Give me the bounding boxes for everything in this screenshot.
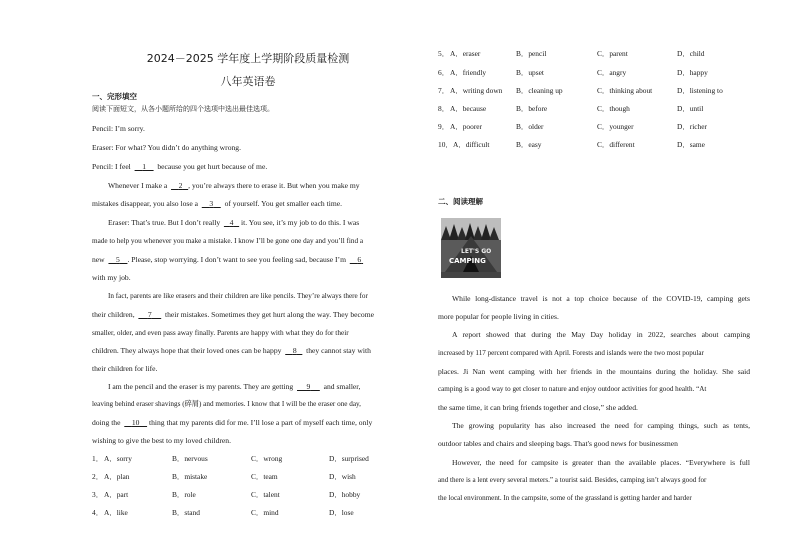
option-num: 7．	[438, 86, 450, 95]
blank-8[interactable]: 8	[292, 346, 297, 355]
blank-1[interactable]: 1	[142, 162, 146, 171]
blank-7[interactable]: 7	[147, 310, 152, 319]
option-c[interactable]: C．different	[597, 140, 635, 149]
option-num: 6．	[438, 68, 450, 77]
option-num: 4．	[92, 508, 104, 517]
blank-5[interactable]: 5	[116, 255, 120, 264]
reading-line: the local environment. In the campsite, some of the grassland is getting harder and harder	[438, 494, 692, 502]
option-d[interactable]: D．hobby	[329, 490, 361, 499]
option-c[interactable]: C．younger	[597, 122, 634, 131]
passage-line: their children for life.	[92, 364, 158, 373]
passage-text: children. They always hope that their loved ones can be happy	[92, 346, 282, 355]
passage-line	[92, 346, 371, 355]
option-c[interactable]: C．team	[251, 472, 278, 481]
option-d[interactable]: D．same	[677, 140, 705, 149]
passage-text: of yourself. You get smaller each time.	[224, 199, 343, 208]
option-num: 1．	[92, 454, 104, 463]
reading-line: outdoor tables and chairs and sleeping bags. That's good news for businessmen	[438, 439, 678, 448]
option-a[interactable]: A．because	[450, 104, 487, 113]
option-num: 5．	[438, 49, 450, 58]
blank-6[interactable]: 6	[357, 255, 362, 264]
passage-text: mistakes disappear, you also lose a	[92, 199, 198, 208]
reading-line: places. Ji Nan went camping with her friends in the mountains during the holiday. She said	[438, 367, 750, 376]
passage-line	[92, 255, 363, 264]
reading-line: more popular for people living in cities.	[438, 312, 559, 321]
option-d[interactable]: D．surprised	[329, 454, 369, 463]
passage-line	[92, 162, 267, 171]
passage-text: it. You see, it’s my job to do this. I was	[241, 218, 360, 227]
reading-line: A report showed that during the May Day holiday in 2022, searches about camping	[452, 330, 750, 339]
passage-line: Pencil: I’m sorry.	[92, 124, 145, 133]
passage-line	[108, 218, 359, 227]
option-a[interactable]: A．writing down	[450, 86, 503, 95]
image-caption-line-2: CAMPING	[449, 257, 486, 265]
option-d[interactable]: D．lose	[329, 508, 354, 517]
passage-text: their mistakes. Sometimes they get hurt along the way. They become	[164, 310, 374, 319]
option-d[interactable]: D．until	[677, 104, 704, 113]
passage-text: Eraser: That’s true. But I don’t really	[108, 218, 221, 227]
option-a[interactable]: A．difficult	[453, 140, 490, 149]
option-a[interactable]: A．like	[104, 508, 128, 517]
passage-line: wishing to give the best to my loved children.	[92, 436, 231, 445]
passage-line	[92, 310, 374, 319]
blank-3[interactable]: 3	[209, 199, 214, 208]
option-b[interactable]: B．upset	[516, 68, 544, 77]
section-heading-cloze: 一、完形填空	[92, 92, 137, 101]
option-a[interactable]: A．sorry	[104, 454, 132, 463]
option-c[interactable]: C．wrong	[251, 454, 283, 463]
passage-text: and smaller,	[323, 382, 361, 391]
option-b[interactable]: B．before	[516, 104, 548, 113]
passage-text: their children,	[92, 310, 135, 319]
option-d[interactable]: D．wish	[329, 472, 356, 481]
option-num: 3．	[92, 490, 104, 499]
option-d[interactable]: D．child	[677, 49, 705, 58]
passage-line: Eraser: For what? You didn’t do anything wrong.	[92, 143, 241, 152]
blank-9[interactable]: 9	[306, 382, 311, 391]
option-b[interactable]: B．stand	[172, 508, 200, 517]
passage-line: smaller, older, and even pass away finally. Parents are happy with what they do for their	[92, 328, 349, 337]
option-b[interactable]: B．nervous	[172, 454, 208, 463]
passage-line: with my job.	[92, 273, 131, 282]
option-b[interactable]: B．mistake	[172, 472, 208, 481]
reading-line: increased by 117 percent compared with April. Forests and islands were the two most popular	[438, 349, 704, 357]
passage-text: , you’re always there to erase it. But when you make my	[188, 181, 360, 190]
instruction-text: 阅读下面短文，从各小题所给的四个选项中选出最佳选项。	[92, 105, 274, 113]
passage-line: leaving behind eraser shavings (碎屑) and memories. I know that I will be the eraser one day,	[92, 400, 361, 408]
option-b[interactable]: B．easy	[516, 140, 542, 149]
option-a[interactable]: A．friendly	[450, 68, 487, 77]
option-c[interactable]: C．parent	[597, 49, 628, 58]
option-c[interactable]: C．angry	[597, 68, 627, 77]
exam-subtitle: 八年英语卷	[220, 75, 276, 88]
reading-line: While long-distance travel is not a top choice because of the COVID-19, camping gets	[452, 294, 750, 303]
option-c[interactable]: C．mind	[251, 508, 279, 517]
passage-text: I am the pencil and the eraser is my parents. They are getting	[108, 382, 294, 391]
option-a[interactable]: A．plan	[104, 472, 130, 481]
option-c[interactable]: C．thinking about	[597, 86, 653, 95]
option-num: 8．	[438, 104, 450, 113]
passage-line	[108, 181, 360, 190]
option-d[interactable]: D．listening to	[677, 86, 723, 95]
option-b[interactable]: B．pencil	[516, 49, 547, 58]
passage-text: Pencil: I feel	[92, 162, 131, 171]
section-heading-reading: 二、阅读理解	[438, 197, 483, 206]
option-b[interactable]: B．cleaning up	[516, 86, 563, 95]
passage-text: new	[92, 255, 105, 264]
passage-text: they cannot stay with	[306, 346, 371, 355]
option-c[interactable]: C．though	[597, 104, 630, 113]
passage-text: doing the	[92, 418, 121, 427]
passage-text: Whenever I make a	[108, 181, 168, 190]
passage-text: . Please, stop worrying. I don’t want to see you feeling sad, because I’m	[127, 255, 346, 264]
option-c[interactable]: C．talent	[251, 490, 280, 499]
blank-2[interactable]: 2	[178, 181, 183, 190]
option-num: 9．	[438, 122, 450, 131]
passage-line	[92, 199, 342, 208]
option-b[interactable]: B．role	[172, 490, 196, 499]
passage-line: made to help you whenever you make a mistake. I know I’ll be gone one day and you’ll find a	[92, 237, 364, 245]
option-a[interactable]: A．poorer	[450, 122, 483, 131]
blank-4[interactable]: 4	[229, 218, 234, 227]
option-num: 2．	[92, 472, 104, 481]
option-d[interactable]: D．richer	[677, 122, 707, 131]
reading-line: and there is a lent every several meters.” a tourist said. Besides, camping isn’t always good for	[438, 476, 707, 484]
camping-image	[441, 218, 501, 278]
passage-text: because you get hurt because of me.	[157, 162, 268, 171]
option-a[interactable]: A．eraser	[450, 49, 481, 58]
option-b[interactable]: B．older	[516, 122, 544, 131]
image-caption-line-1: LET'S GO	[461, 248, 492, 255]
reading-line: However, the need for campsite is greater than the available places. “Everywhere is full	[452, 458, 750, 467]
passage-text: thing that my parents did for me. I’ll lose a part of myself each time, only	[148, 418, 373, 427]
passage-line: In fact, parents are like erasers and their children are like pencils. They’re always there for	[108, 292, 368, 300]
option-d[interactable]: D．happy	[677, 68, 708, 77]
reading-line: The growing popularity has also increased the need for camping things, such as tents,	[452, 421, 750, 430]
option-num: 10．	[438, 140, 453, 149]
exam-title: 2024－2025 学年度上学期阶段质量检测	[146, 52, 350, 65]
reading-line: camping is a good way to get closer to nature and enjoy outdoor activities for good health. “At	[438, 385, 707, 393]
passage-line	[92, 418, 372, 427]
reading-line: the same time, it can bring friends together and close,” she added.	[438, 403, 638, 412]
passage-line	[108, 382, 360, 391]
blank-10[interactable]: 10	[131, 418, 140, 427]
option-a[interactable]: A．part	[104, 490, 129, 499]
